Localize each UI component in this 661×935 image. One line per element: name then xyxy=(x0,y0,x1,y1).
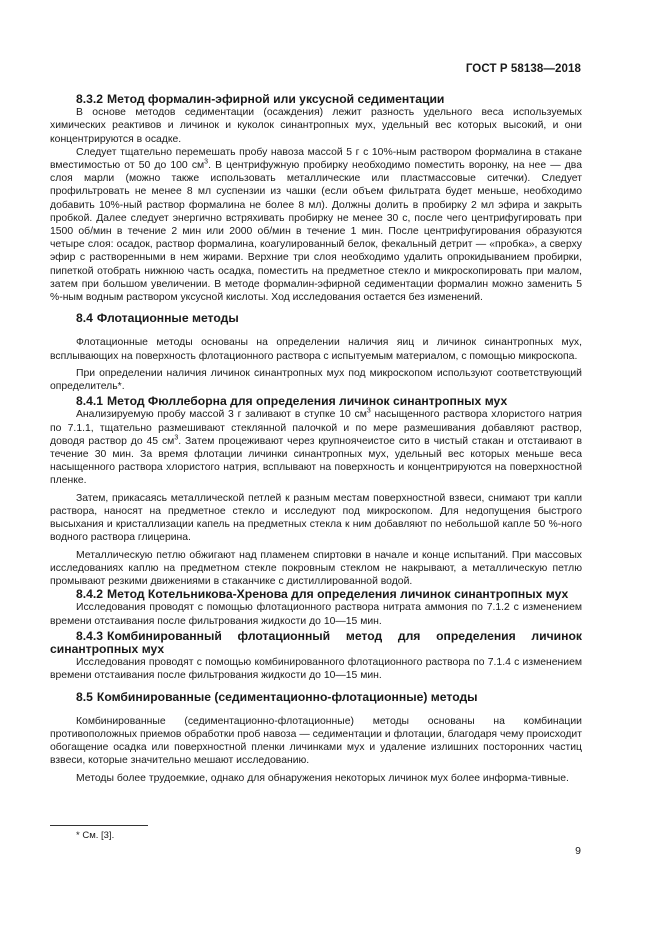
paragraph: Флотационные методы основаны на определении наличия яиц и личинок синантропных мух, всплывающих на поверхность флотационного раствора с испытуемым материалом, с помощью микроскопа. xyxy=(50,337,582,362)
heading-8-4-3 xyxy=(50,630,582,656)
paragraph: Методы более трудоемкие, однако для обнаружения некоторых личинок мух более информа-тивные. xyxy=(76,772,569,784)
paragraph: Комбинированные (седиментационно-флотационные) методы основаны на комбинации противоположных приемов обработки проб навоза — седиментации и флотации, благодаря чему происходит обогащение осадка или поверхностной пленки личинками мух и удаление излишних посторонних частиц взвеси, которые значительно мешают исследованию. xyxy=(50,715,582,767)
paragraph: При определении наличия личинок синантропных мух под микроскопом используют соответствующий определитель*. xyxy=(50,367,582,393)
superscript: 3 xyxy=(366,408,371,415)
heading-8-4-2 xyxy=(50,588,582,601)
text-run: . В центрифужную пробирку необходимо поместить воронку, на нее — два слоя марли (можно также использовать металлические или пластмассовые ситечки). Следует профильтровать не менее 8 мл суспензии из чашки (если объем фильтрата будет меньше, необходимо добавить 10%-ный раствор формалина не более 8 мл). Должны долить в пробирку 2 мл эфира и закрыть пробкой. Далее следует энергично встряхивать пробирку не менее 30 с, после чего центрифугировать при 1500 об/мин в течение 2 мин или 2000 об/мин в течение 1 мин. После центрифугирования образуются четыре слоя: осадок, раствор формалина, коагулированный белок, фекальный детрит — «пробка», а сверху эфир с растворенными в нем жирами. Верхние три слоя необходимо удалить опрокидыванием пробирки, пипеткой отобрать нижнюю часть осадка, поместить на предметное стекло и микроскопировать при малом, затем при большом увеличении. В методе формалин-эфирной седиментации формалин можно заменить 5 %-ным водным раствором уксусной кислоты. Ход исследования остается без изменений. xyxy=(50,160,582,304)
section-number: 8.5 xyxy=(76,689,93,704)
section-title: Метод Котельникова-Хренова для определения личинок синантропных мух xyxy=(107,587,569,602)
superscript: 3 xyxy=(174,434,179,442)
section-title: Метод Фюллеборна для определения личинок синантропных мух xyxy=(107,394,508,409)
paragraph: В основе методов седиментации (осаждения) лежит разность удельного веса используемых химических реактивов и личинок и куколок синантропных мух, удельный вес которых высокий, и они концентрируются в осадке. xyxy=(50,107,582,145)
heading-8-3-2 xyxy=(50,93,582,106)
section-number: 8.4.1 xyxy=(76,394,104,409)
section-number: 8.4 xyxy=(76,311,93,326)
superscript: 3 xyxy=(204,158,209,166)
heading-8-4 xyxy=(50,312,582,325)
section-title: Метод формалин-эфирной или уксусной седиментации xyxy=(107,92,445,106)
text-run: Анализируемую пробу массой 3 г заливают в ступке 10 см xyxy=(76,409,367,421)
paragraph: Металлическую петлю обжигают над пламенем спиртовки в начале и конце испытаний. При массовых исследованиях каплю на предметном стекле покровным стеклом не накрывают, а металлическую петлю промывают резкими движениями в стаканчике с дистиллированной водой. xyxy=(50,549,582,587)
text-run: насыщенного раствора хлористого натрия по 7.1.1, тщательно размешивают стеклянной палочкой и по мере размешивания добавляют раствор, доводя раствор до 45 см xyxy=(50,409,582,447)
standard-code: ГОСТ Р 58138—2018 xyxy=(465,63,581,75)
section-title: Флотационные методы xyxy=(96,311,239,326)
footnote: * См. [3]. xyxy=(76,830,115,841)
page-number: 9 xyxy=(575,845,581,857)
section-number: 8.4.2 xyxy=(76,587,104,602)
paragraph xyxy=(50,146,582,304)
heading-8-5 xyxy=(50,691,582,704)
section-number: 8.3.2 xyxy=(76,92,104,106)
text-run: Следует тщательно перемешать пробу навоза массой 5 г с 10%-ным раствором формалина в стакане вместимостью от 50 до 100 см xyxy=(50,146,582,172)
heading-8-4-1 xyxy=(50,395,582,408)
section-title: Комбинированные (седиментационно-флотационные) методы xyxy=(96,689,478,704)
paragraph: Исследования проводят с помощью флотационного раствора нитрата аммония по 7.1.2 с изменением времени отстаивания после фильтрования жидкости до 10—15 мин. xyxy=(50,602,582,627)
footnote-divider xyxy=(50,825,148,826)
paragraph: Исследования проводят с помощью комбинированного флотационного раствора по 7.1.4 с изменением времени отстаивания после фильтрования жидкости до 10—15 мин. xyxy=(50,657,582,682)
text-run: . Затем процеживают через крупноячеистое сито в чистый стакан и отстаивают в течение 30 мин. За время флотации личинки синантропных мух, удельный вес которых меньше веса насыщенного раствора хлористого натрия, всплывают на поверхность и концентрируются на поверхностной пленке. xyxy=(50,435,582,487)
page-body xyxy=(50,93,582,785)
paragraph xyxy=(50,408,582,487)
section-number: 8.4.3 xyxy=(76,628,104,643)
paragraph: Затем, прикасаясь металлической петлей к разным местам поверхностной взвеси, снимают три капли раствора, наносят на предметное стекло и исследуют под микроскопом. Для недопущения быстрого высыхания и кристаллизации капель на предметных стекла к ним добавляют по небольшой капле 50 %-ного водного раствора глицерина. xyxy=(50,492,582,544)
section-title: Комбинированный флотационный метод для определения личинок синантропных мух xyxy=(50,628,582,656)
